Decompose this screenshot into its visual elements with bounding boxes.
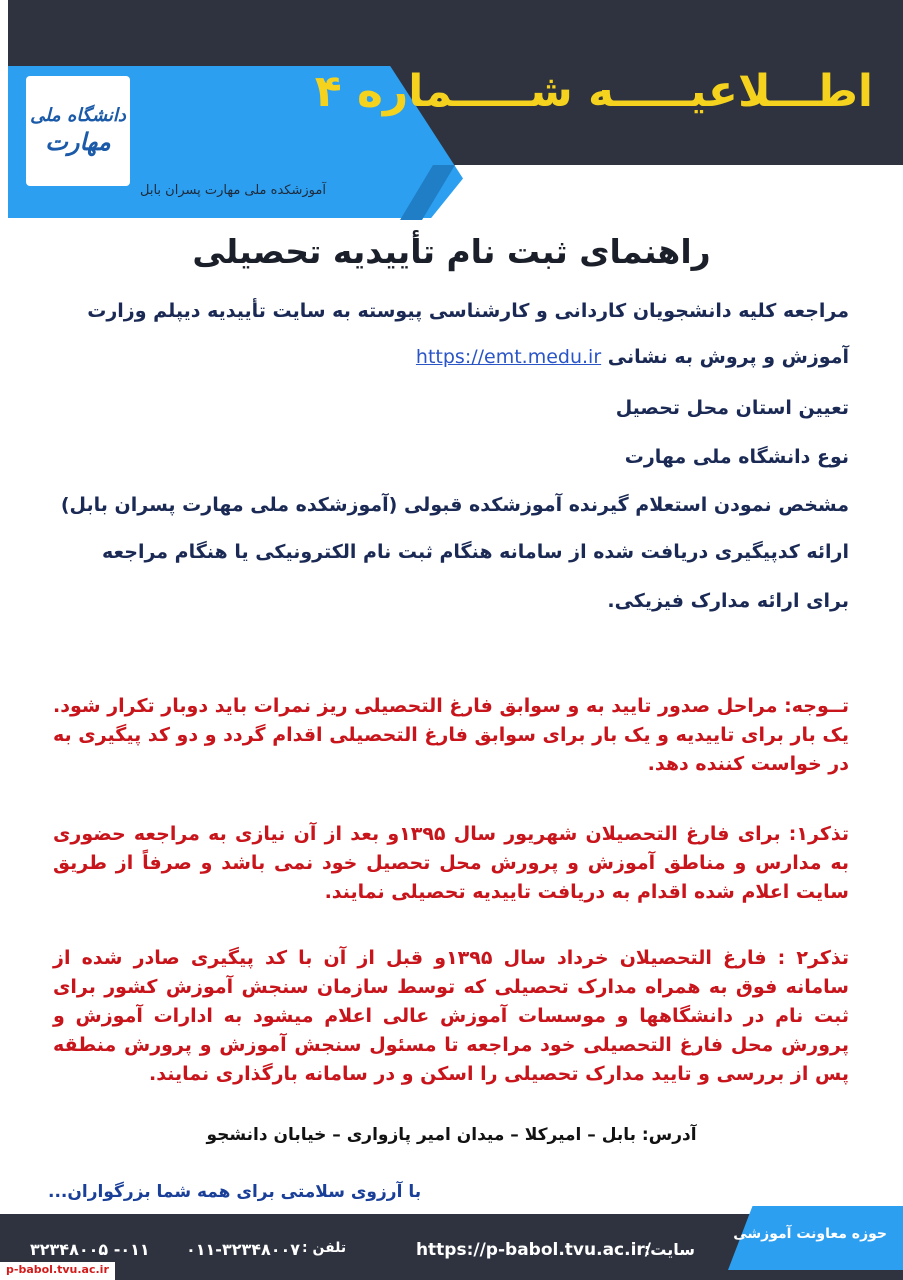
- note-attention: تــوجه: مراحل صدور تایید به و سوابق فارغ التحصیلی ریز نمرات باید دوبار تکرار شود. یک بار برای تاییدیه و یک بار برای سوابق فارغ التحصیلی اقدام گردد و دو کد پیگیری به در خواست کننده دهد.: [53, 695, 849, 775]
- site-label: سایت:: [643, 1240, 695, 1259]
- note-reminder-2: تذکر۲ : فارغ التحصیلان خرداد سال ۱۳۹۵و قبل از آن با کد پیگیری صادر شده از سامانه فوق به همراه مدارک تحصیلی که توسط سازمان سنجش آموزش کشور برای ثبت نام در دانشگاهها و موسسات آموزش عالی اعلام میشود به ادارات آموزش و پرورش محل فارغ التحصیلی خود مراجعه تا مسئول سنجش آموزش و پرورش منطقه پس از بررسی و تایید مدارک تحصیلی را اسکن و در سامانه بارگذاری نمایند.: [53, 947, 849, 1085]
- address: آدرس: بابل – امیرکلا – میدان امیر پازواری – خیابان دانشجو: [206, 1125, 697, 1145]
- site-watermark-tag: p-babol.tvu.ac.ir: [0, 1262, 115, 1280]
- instruction-line-5: مشخص نمودن استعلام گیرنده آموزشکده قبولی (آموزشکده ملی مهارت پسران بابل): [60, 494, 849, 516]
- phone-number-2: ۰۱۱- ۳۲۳۴۸۰۰۵: [30, 1240, 150, 1259]
- department-label: حوزه معاونت آموزشی: [733, 1226, 887, 1242]
- instruction-line-2: [49, 346, 849, 368]
- page-title: راهنمای ثبت نام تأییدیه تحصیلی: [192, 232, 711, 271]
- note-reminder-1: تذکر۱: برای فارغ التحصیلان شهریور سال ۱۳۹۵و بعد از آن نیازی به مراجعه حضوری به مدارس و مناطق آموزش و پرورش محل تحصیل خود نمی باشد و صرفاً از طریق سایت اعلام شده اقدام به دریافت تاییدیه تحصیلی نمایند.: [53, 823, 849, 903]
- diploma-site-link[interactable]: https://emt.medu.ir: [415, 346, 602, 368]
- instruction-line-7: برای ارائه مدارک فیزیکی.: [607, 590, 849, 612]
- site-url-link[interactable]: https://p-babol.tvu.ac.ir/: [415, 1240, 651, 1260]
- phone-label: تلفن :: [302, 1240, 347, 1256]
- instruction-line-6: ارائه کدپیگیری دریافت شده از سامانه هنگام ثبت نام الکترونیکی یا هنگام مراجعه: [102, 541, 849, 563]
- logo-line-2: مهارت: [45, 127, 111, 156]
- phone-number-1: ۰۱۱-۳۲۳۴۸۰۰۷: [186, 1240, 301, 1259]
- instruction-line-2-text: آموزش و پروش به نشانی: [607, 346, 849, 368]
- logo-line-1: دانشگاه ملی: [30, 105, 126, 126]
- instruction-line-1: مراجعه کلیه دانشجویان کاردانی و کارشناسی پیوسته به سایت تأییدیه دیپلم وزارت: [87, 300, 849, 322]
- closing-wish: با آرزوی سلامتی برای همه شما بزرگواران...: [48, 1182, 422, 1202]
- logo-wordmark: [30, 105, 126, 157]
- announcement-title: اطـــلاعیـــــه شـــــماره ۴: [314, 66, 873, 117]
- university-logo: [26, 76, 130, 186]
- instruction-line-4: نوع دانشگاه ملی مهارت: [624, 446, 849, 468]
- faculty-name: آموزشکده ملی مهارت پسران بابل: [140, 183, 326, 198]
- instruction-line-3: تعیین استان محل تحصیل: [615, 397, 849, 419]
